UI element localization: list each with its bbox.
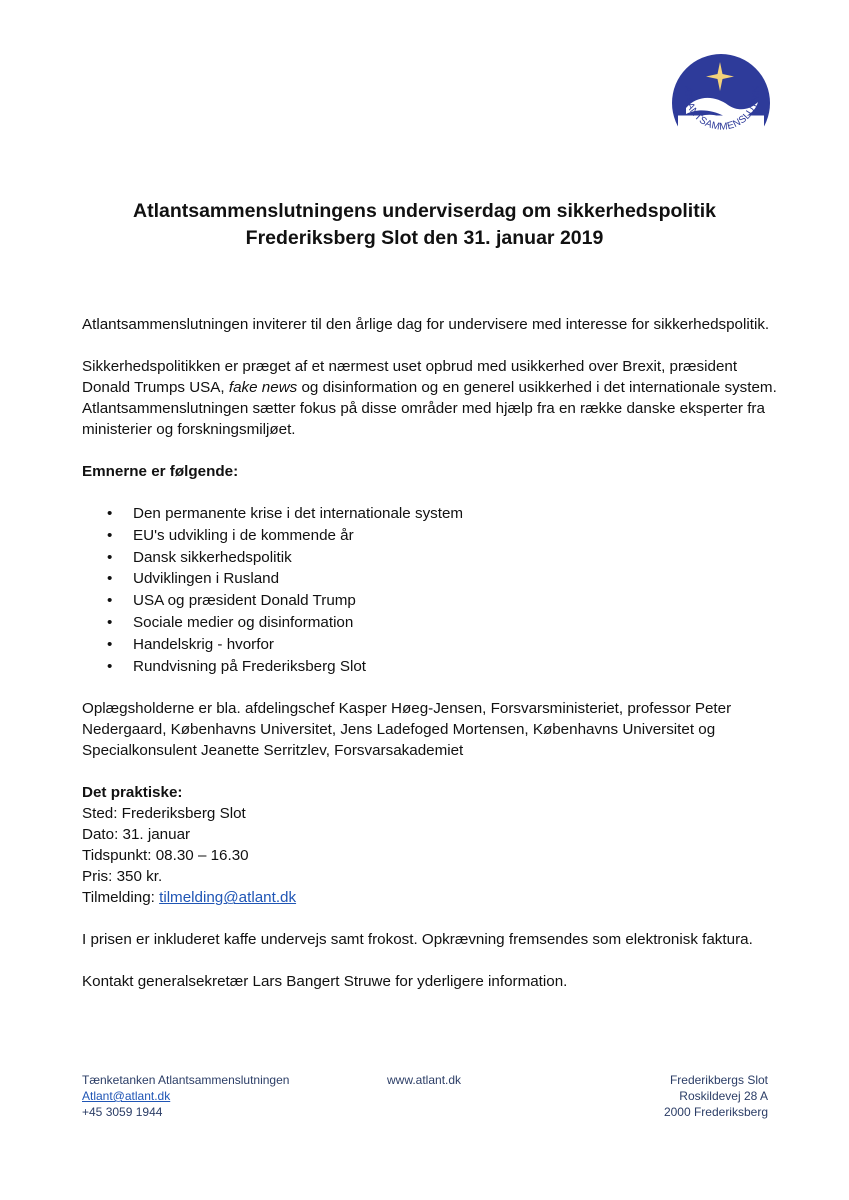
footer-email-link[interactable]: Atlant@atlant.dk <box>82 1089 171 1103</box>
footer-city: 2000 Frederiksberg <box>663 1105 768 1119</box>
footer-left <box>82 1072 289 1120</box>
bullet-icon: • <box>107 657 113 675</box>
topics-heading: Emnerne er følgende: <box>82 463 239 480</box>
footer-street: Roskildevej 28 A <box>679 1089 768 1103</box>
title-line-2: Frederiksberg Slot den 31. januar 2019 <box>245 227 604 249</box>
footer-org: Tænketanken Atlantsammenslutningen <box>82 1073 290 1087</box>
practical-signup <box>82 887 782 908</box>
footer-place: Frederikbergs Slot <box>669 1073 768 1087</box>
document-title <box>0 198 849 252</box>
practical-info <box>82 782 782 908</box>
footer-website[interactable]: www.atlant.dk <box>387 1073 462 1087</box>
bullet-icon: • <box>107 570 113 588</box>
bullet-icon: • <box>107 526 113 544</box>
atlantsammenslutningen-logo <box>668 50 774 156</box>
list-item: • Handelskrig - hvorfor <box>82 634 782 656</box>
speakers-paragraph: Oplægsholderne er bla. afdelingschef Kasper Høeg-Jensen, Forsvarsministeriet, professor Peter Nedergaard, Københavns Universitet, Jens Ladefoged Mortensen, Københavns Universitet og Specialkonsulent Jeanette Serritzlev, Forsvarsakademiet <box>82 700 732 760</box>
context-paragraph <box>82 356 782 440</box>
list-item: • EU's udvikling i de kommende år <box>82 525 782 547</box>
practical-time: Tidspunkt: 08.30 – 16.30 <box>82 847 249 865</box>
context-text-2: og disinformation og en generel usikkerhed i det internationale system. Atlantsammenslutningen sætter fokus på disse områder med hjælp fra en række danske eksperter fra ministerier og forskningsmiljøet. <box>82 379 777 438</box>
signup-email-link[interactable]: tilmelding@atlant.dk <box>159 889 297 907</box>
context-text-1: Sikkerhedspolitikken er præget af et nærmest uset opbrud med usikkerhed over Brexit, præsident Donald Trumps USA, <box>82 358 738 396</box>
footer-center <box>387 1072 461 1088</box>
bullet-icon: • <box>107 592 113 610</box>
practical-date: Dato: 31. januar <box>82 826 191 844</box>
price-note-paragraph: I prisen er inkluderet kaffe undervejs samt frokost. Opkrævning fremsendes som elektronisk faktura. <box>82 931 753 949</box>
practical-price: Pris: 350 kr. <box>82 868 163 886</box>
list-item: • Dansk sikkerhedspolitik <box>82 547 782 569</box>
letter-body <box>82 314 782 1013</box>
logo-text: ATLANTSAMMENSLUTNIN <box>681 84 763 133</box>
bullet-icon: • <box>107 613 113 631</box>
context-italic: fake news <box>228 379 298 396</box>
bullet-icon: • <box>107 505 113 522</box>
list-item: • Den permanente krise i det internationale system <box>82 503 782 525</box>
signup-label: Tilmelding: <box>82 889 160 907</box>
list-item: • Sociale medier og disinformation <box>82 612 782 634</box>
footer-right <box>664 1072 768 1120</box>
list-item: • Rundvisning på Frederiksberg Slot <box>82 656 782 678</box>
footer-phone: +45 3059 1944 <box>82 1105 163 1119</box>
list-item: • USA og præsident Donald Trump <box>82 590 782 612</box>
topics-list <box>82 503 782 677</box>
bullet-icon: • <box>107 635 113 653</box>
title-line-1: Atlantsammenslutningens underviserdag om sikkerhedspolitik <box>133 200 716 222</box>
list-item: • Udviklingen i Rusland <box>82 568 782 590</box>
bullet-icon: • <box>107 548 113 566</box>
practical-place: Sted: Frederiksberg Slot <box>82 805 246 823</box>
practical-heading: Det praktiske: <box>82 784 183 802</box>
intro-paragraph: Atlantsammenslutningen inviterer til den årlige dag for undervisere med interesse for sikkerhedspolitik. <box>82 316 770 333</box>
contact-paragraph: Kontakt generalsekretær Lars Bangert Struwe for yderligere information. <box>82 973 568 991</box>
